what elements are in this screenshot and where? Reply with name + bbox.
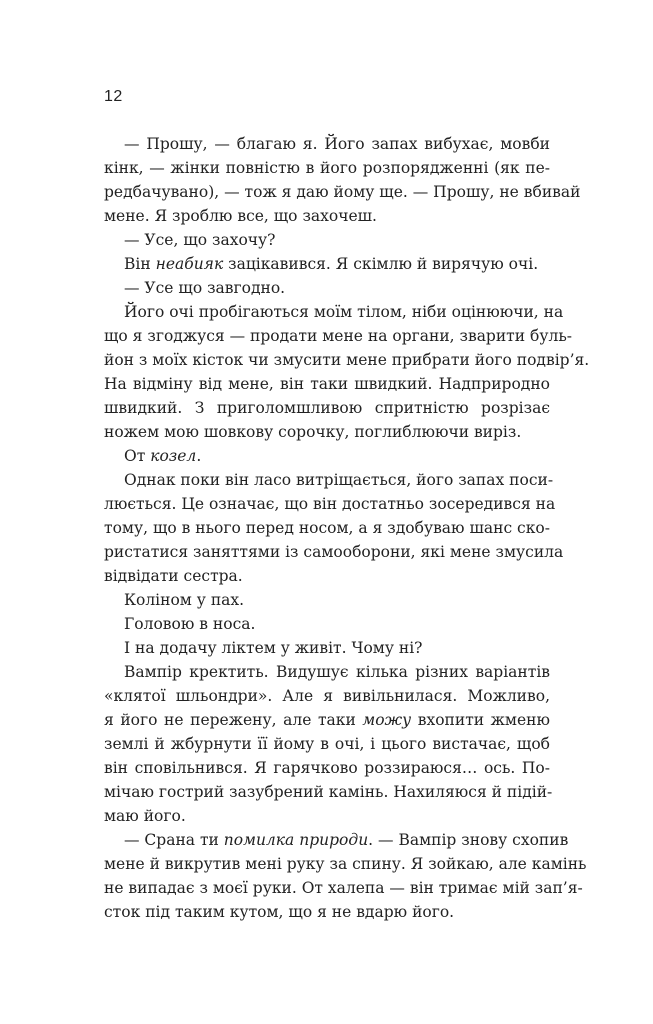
text-line bbox=[104, 324, 572, 348]
text-span: От bbox=[124, 447, 151, 465]
text-span: Головою в носа. bbox=[124, 615, 256, 633]
text-span: мічаю гострий зазубрений камінь. Нахиляюся й підій- bbox=[104, 783, 553, 801]
text-line bbox=[104, 588, 550, 612]
text-line bbox=[104, 636, 550, 660]
text-span: мене. Я зроблю все, що захочеш. bbox=[104, 207, 377, 225]
text-span: люється. Це означає, що він достатньо зосередився на bbox=[104, 495, 556, 513]
text-span: Його очі пробігаються моїм тілом, ніби оцінюючи, на bbox=[124, 303, 564, 321]
text-span: мене й викрутив мені руку за спину. Я зойкаю, але камінь bbox=[104, 855, 587, 873]
text-span: Коліном у пах. bbox=[124, 591, 245, 609]
text-line bbox=[104, 276, 550, 300]
text-line bbox=[104, 708, 550, 732]
text-span: На відміну від мене, він таки швидкий. Надприродно bbox=[104, 375, 550, 393]
text-line bbox=[104, 420, 550, 444]
text-line bbox=[104, 396, 550, 420]
text-span: відвідати сестра. bbox=[104, 567, 243, 585]
text-span: землі й жбурнути її йому в очі, і цього вистачає, щоб bbox=[104, 735, 550, 753]
text-span: маю його. bbox=[104, 807, 186, 825]
text-span: тому, що в нього перед носом, а я здобуваю шанс ско- bbox=[104, 519, 550, 537]
text-line bbox=[104, 372, 550, 396]
text-line bbox=[104, 660, 550, 684]
text-span: І на додачу ліктем у живіт. Чому ні? bbox=[124, 639, 423, 657]
text-span: редбачувано), — тож я даю йому ще. — Прошу, не вбивай bbox=[104, 183, 581, 201]
text-span: сток під таким кутом, що я не вдарю його. bbox=[104, 903, 455, 921]
text-line bbox=[104, 756, 550, 780]
text-span: Однак поки він ласо витріщається, його запах поси- bbox=[124, 471, 554, 489]
text-line bbox=[104, 780, 553, 804]
text-span: що я згоджуся — продати мене на органи, зварити буль- bbox=[104, 327, 572, 345]
italic-text: можу bbox=[362, 711, 412, 729]
italic-text: козел bbox=[150, 447, 197, 465]
text-line bbox=[104, 444, 550, 468]
text-line bbox=[104, 876, 583, 900]
text-line bbox=[104, 348, 590, 372]
text-line bbox=[104, 612, 550, 636]
text-line bbox=[104, 204, 550, 228]
text-line bbox=[104, 156, 550, 180]
text-line bbox=[104, 540, 564, 564]
text-span: ристатися заняттями із самооборони, які мене змусила bbox=[104, 543, 564, 561]
page-number: 12 bbox=[104, 88, 123, 105]
text-line bbox=[104, 180, 581, 204]
text-line bbox=[104, 516, 550, 540]
text-span: він сповільнився. Я гарячково роззираюся… ось. По- bbox=[104, 759, 550, 777]
text-span: — Усе що завгодно. bbox=[124, 279, 286, 297]
text-span: . bbox=[196, 447, 202, 465]
body-text bbox=[104, 132, 590, 924]
italic-text: неабияк bbox=[155, 255, 224, 273]
text-span: Вампір кректить. Видушує кілька різних варіантів bbox=[124, 663, 550, 681]
text-line bbox=[104, 804, 550, 828]
text-span: я його не пережену, але таки bbox=[104, 711, 363, 729]
text-span: йон з моїх кісток чи змусити мене прибрати його подвір’я. bbox=[104, 351, 590, 369]
text-line bbox=[104, 252, 550, 276]
text-line bbox=[104, 684, 550, 708]
text-line bbox=[104, 300, 564, 324]
text-span: вхопити жменю bbox=[411, 711, 550, 729]
text-line bbox=[104, 492, 556, 516]
text-span: зацікавився. Я скімлю й вирячую очі. bbox=[223, 255, 539, 273]
text-line bbox=[104, 900, 550, 924]
text-line bbox=[104, 228, 550, 252]
text-line bbox=[104, 852, 587, 876]
text-span: — Прошу, — благаю я. Його запах вибухає, мовби bbox=[124, 135, 550, 153]
text-span: швидкий. З приголомшливою спритністю розрізає bbox=[104, 399, 550, 417]
text-span: — Срана ти bbox=[124, 831, 224, 849]
text-line bbox=[104, 732, 550, 756]
text-line bbox=[104, 564, 550, 588]
text-span: кінк, — жінки повністю в його розпорядженні (як пе- bbox=[104, 159, 550, 177]
text-span: . — Вампір знову схопив bbox=[368, 831, 569, 849]
text-span: — Усе, що захочу? bbox=[124, 231, 276, 249]
text-span: ножем мою шовкову сорочку, поглиблюючи виріз. bbox=[104, 423, 522, 441]
text-line bbox=[104, 468, 554, 492]
text-span: «клятої шльондри». Але я вивільнилася. Можливо, bbox=[104, 687, 550, 705]
text-line bbox=[104, 828, 569, 852]
text-line bbox=[104, 132, 550, 156]
italic-text: помилка природи bbox=[223, 831, 369, 849]
text-span: Він bbox=[124, 255, 156, 273]
text-span: не випадає з моєї руки. От халепа — він тримає мій зап’я- bbox=[104, 879, 583, 897]
